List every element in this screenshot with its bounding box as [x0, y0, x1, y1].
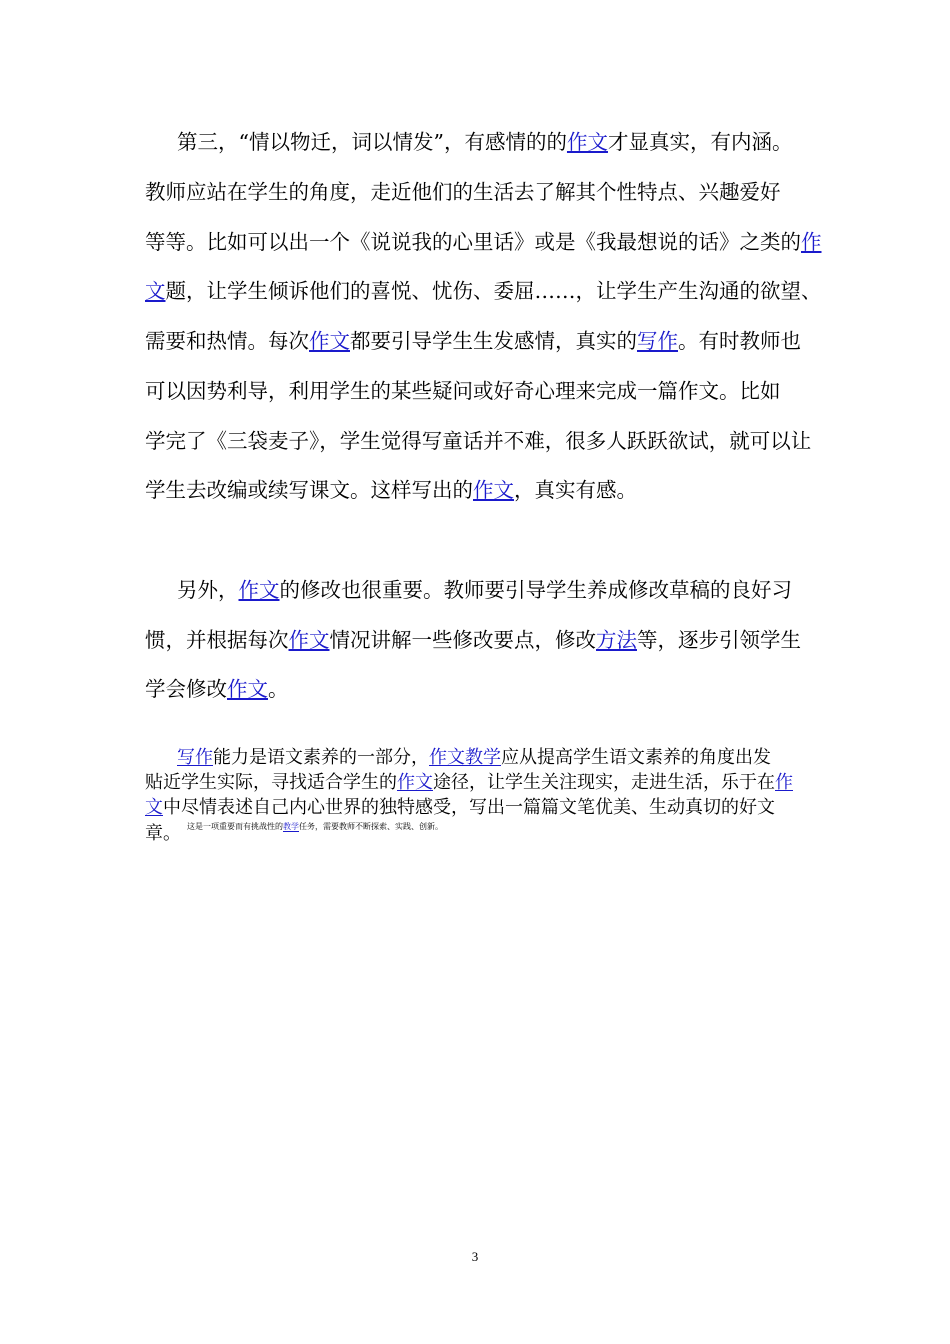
link-zuowen[interactable]: 作文 — [288, 628, 330, 652]
text: 的修改也很重要。教师要引导学生养成修改草稿的良好习 — [279, 578, 792, 602]
p1-line-5 — [145, 331, 801, 352]
text: 。 — [268, 677, 289, 701]
text: 途径，让学生关注现实，走进生活，乐于在 — [433, 772, 775, 793]
text: 学完了《三袋麦子》，学生觉得写童话并不难，很多人跃跃欲试，就可以让 — [145, 429, 812, 453]
text: 都要引导学生生发感情，真实的 — [350, 329, 637, 353]
text: 第三，“情以物迁，词以情发”，有感情的的 — [177, 130, 567, 154]
link-zuowen[interactable]: 作文 — [397, 772, 433, 793]
text: 任务，需要教师不断探索、实践、创新。 — [299, 822, 443, 831]
link-wen[interactable]: 文 — [145, 279, 166, 303]
p2-line-2 — [145, 630, 801, 651]
p1-line-2 — [145, 182, 781, 203]
p1-line-1 — [177, 132, 792, 153]
text: 需要和热情。每次 — [145, 329, 309, 353]
text: 情况讲解一些修改要点，修改 — [329, 628, 596, 652]
link-zuowen[interactable]: 作文 — [566, 130, 608, 154]
text: 能力是语文素养的一部分， — [213, 747, 429, 768]
link-zuowen[interactable]: 作文 — [238, 578, 280, 602]
link-xiezuo[interactable]: 写作 — [177, 747, 213, 768]
p2-line-3 — [145, 679, 289, 700]
text: 。有时教师也 — [678, 329, 801, 353]
p1-line-3 — [145, 232, 822, 253]
p1-line-4 — [145, 281, 822, 302]
p3-line-4 — [145, 822, 443, 844]
link-xiezuo[interactable]: 写作 — [637, 329, 678, 353]
text: 题，让学生倾诉他们的喜悦、忧伤、委屈……，让学生产生沟通的欲望、 — [165, 279, 822, 303]
text: 才显真实，有内涵。 — [607, 130, 793, 154]
text: 惯，并根据每次 — [145, 628, 289, 652]
text: ，真实有感。 — [514, 478, 637, 502]
link-fangfa[interactable]: 方法 — [596, 628, 637, 652]
text: 另外， — [177, 578, 239, 602]
text: 这是一项重要而有挑战性的 — [187, 822, 283, 831]
p2-line-1 — [177, 580, 792, 601]
p1-line-7 — [145, 431, 811, 452]
p3-line-3 — [145, 799, 775, 817]
text: 贴近学生实际，寻找适合学生的 — [145, 772, 397, 793]
link-zuowen[interactable]: 作文 — [227, 677, 268, 701]
p3-line-2 — [145, 774, 793, 792]
link-zuowen[interactable]: 作文 — [309, 329, 350, 353]
p3-line-1 — [177, 749, 771, 767]
page-number: 3 — [471, 1249, 479, 1264]
text: 学生去改编或续写课文。这样写出的 — [145, 478, 473, 502]
text: 学会修改 — [145, 677, 227, 701]
p1-line-8 — [145, 480, 637, 501]
link-zuo[interactable]: 作 — [801, 230, 822, 254]
text: 教师应站在学生的角度，走近他们的生活去了解其个性特点、兴趣爱好 — [145, 180, 781, 204]
text: 应从提高学生语文素养的角度出发 — [501, 747, 771, 768]
p1-line-6 — [145, 381, 781, 402]
link-wen[interactable]: 文 — [145, 797, 163, 818]
small-note — [187, 822, 443, 831]
text: 可以因势利导，利用学生的某些疑问或好奇心理来完成一篇作文。比如 — [145, 379, 781, 403]
text: 章。 — [145, 823, 181, 844]
link-zuowen-jiaoxue[interactable]: 作文教学 — [429, 747, 501, 768]
link-zuo[interactable]: 作 — [775, 772, 793, 793]
text: 等，逐步引领学生 — [637, 628, 801, 652]
link-zuowen[interactable]: 作文 — [473, 478, 514, 502]
text: 等等。比如可以出一个《说说我的心里话》或是《我最想说的话》之类的 — [145, 230, 801, 254]
link-jiaoxue[interactable]: 教学 — [283, 822, 299, 831]
text: 中尽情表述自己内心世界的独特感受，写出一篇篇文笔优美、生动真切的好文 — [163, 797, 775, 818]
